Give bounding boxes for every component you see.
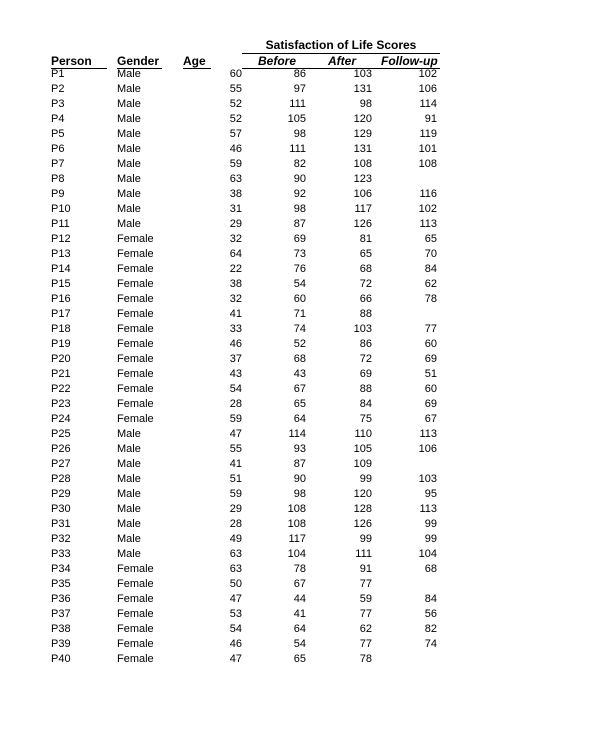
person-cell: P39 [51,638,71,650]
before-score-cell: 114 [288,428,306,440]
person-cell: P25 [51,428,71,440]
gender-cell: Male [117,458,141,470]
after-score-cell: 109 [353,458,372,470]
person-cell: P27 [51,458,71,470]
gender-cell: Male [117,68,141,80]
gender-cell: Female [117,233,154,245]
before-score-cell: 117 [288,533,306,545]
gender-cell: Male [117,533,141,545]
header-age: Age [183,54,206,68]
follow-up-score-cell: 82 [424,623,437,635]
person-cell: P30 [51,503,71,515]
follow-up-score-cell [380,457,437,472]
before-score-cell: 68 [293,353,306,365]
follow-up-score-cell: 102 [418,203,437,215]
after-score-cell: 103 [353,323,372,335]
age-cell: 38 [229,188,242,200]
after-score-cell: 117 [354,203,372,215]
before-score-cell: 74 [293,323,306,335]
age-cell: 64 [229,248,242,260]
before-score-cell: 104 [287,548,306,560]
before-score-cell: 52 [293,338,306,350]
follow-up-score-cell: 67 [424,413,437,425]
person-cell: P32 [51,533,71,545]
person-cell: P10 [51,203,71,215]
person-cell: P16 [51,293,71,305]
follow-up-score-cell: 113 [419,428,437,440]
age-cell: 51 [229,473,242,485]
before-score-cell: 93 [293,443,306,455]
age-cell: 59 [229,158,242,170]
before-score-cell: 69 [293,233,306,245]
follow-up-score-cell: 69 [424,353,437,365]
before-score-cell: 90 [293,173,306,185]
age-cell: 32 [229,233,242,245]
age-cell: 55 [229,443,242,455]
after-score-cell: 129 [353,128,372,140]
after-score-cell: 131 [353,83,372,95]
follow-up-score-cell: 78 [424,293,437,305]
person-cell: P28 [51,473,71,485]
age-cell: 33 [229,323,242,335]
after-score-cell: 68 [359,263,372,275]
age-cell: 57 [229,128,242,140]
after-score-cell: 123 [353,173,372,185]
gender-cell: Male [117,83,141,95]
before-score-cell: 111 [289,143,306,155]
after-score-cell: 62 [359,623,372,635]
before-score-cell: 60 [293,293,306,305]
after-score-cell: 75 [359,413,372,425]
before-score-cell: 41 [293,608,306,620]
before-score-cell: 98 [293,128,306,140]
follow-up-score-cell: 113 [419,503,437,515]
age-cell: 63 [229,563,242,575]
age-cell: 60 [229,68,242,80]
age-cell: 46 [229,143,242,155]
person-cell: P15 [51,278,71,290]
person-cell: P11 [51,218,70,230]
age-cell: 37 [229,353,242,365]
after-score-cell: 59 [359,593,372,605]
age-cell: 63 [229,173,242,185]
gender-cell: Male [117,188,141,200]
before-score-cell: 44 [293,593,306,605]
follow-up-score-cell: 116 [419,188,437,200]
before-score-cell: 111 [289,98,306,110]
header-before: Before [258,54,297,68]
follow-up-score-cell: 99 [424,518,437,530]
age-cell: 50 [229,578,242,590]
gender-cell: Male [117,488,141,500]
age-cell: 22 [229,263,242,275]
gender-cell: Male [117,158,141,170]
before-score-cell: 78 [293,563,306,575]
after-score-cell: 128 [353,503,372,515]
after-score-cell: 126 [353,218,372,230]
after-score-cell: 88 [359,308,372,320]
gender-cell: Male [117,203,141,215]
person-cell: P35 [51,578,71,590]
follow-up-score-cell: 60 [424,338,437,350]
after-score-cell: 106 [353,188,372,200]
person-cell: P21 [51,368,71,380]
age-cell: 38 [229,278,242,290]
header-follow-up: Follow-up [381,54,438,68]
age-cell: 29 [229,218,242,230]
person-cell: P5 [51,128,65,140]
person-cell: P33 [51,548,71,560]
after-score-cell: 69 [359,368,372,380]
age-cell: 28 [229,518,242,530]
follow-up-score-cell [380,652,437,667]
after-score-cell: 105 [353,443,372,455]
before-score-cell: 98 [293,203,306,215]
gender-cell: Male [117,428,141,440]
gender-cell: Female [117,593,154,605]
gender-cell: Male [117,218,141,230]
after-score-cell: 99 [359,533,372,545]
follow-up-score-cell [380,172,437,187]
age-cell: 47 [229,428,242,440]
follow-up-score-cell: 101 [418,143,437,155]
header-gender: Gender [117,54,160,68]
follow-up-score-cell: 74 [424,638,437,650]
before-score-cell: 92 [293,188,306,200]
follow-up-score-cell: 103 [418,473,437,485]
follow-up-score-cell: 102 [418,68,437,80]
after-score-cell: 77 [359,608,372,620]
person-cell: P17 [51,308,71,320]
before-score-cell: 108 [287,518,306,530]
follow-up-score-cell: 106 [418,443,437,455]
person-cell: P6 [51,143,65,155]
before-score-cell: 43 [293,368,306,380]
gender-cell: Female [117,413,154,425]
before-score-cell: 73 [293,248,306,260]
follow-up-score-cell: 84 [424,263,437,275]
gender-cell: Female [117,248,154,260]
follow-up-score-cell: 95 [424,488,437,500]
before-score-cell: 97 [293,83,306,95]
gender-cell: Male [117,503,141,515]
person-cell: P37 [51,608,71,620]
person-cell: P14 [51,263,71,275]
follow-up-score-cell: 70 [424,248,437,260]
gender-cell: Female [117,563,154,575]
before-score-cell: 65 [293,653,306,665]
person-cell: P34 [51,563,71,575]
gender-cell: Female [117,623,154,635]
after-score-cell: 120 [353,488,372,500]
person-cell: P22 [51,383,71,395]
age-cell: 41 [229,308,242,320]
age-cell: 49 [229,533,242,545]
follow-up-score-cell: 113 [419,218,437,230]
before-score-cell: 54 [293,278,306,290]
age-cell: 46 [229,638,242,650]
after-score-cell: 98 [359,98,372,110]
person-cell: P12 [51,233,71,245]
after-score-cell: 131 [353,143,372,155]
before-score-cell: 64 [293,413,306,425]
follow-up-score-cell: 68 [424,563,437,575]
after-score-cell: 84 [359,398,372,410]
person-cell: P18 [51,323,71,335]
gender-cell: Male [117,518,141,530]
person-cell: P36 [51,593,71,605]
age-cell: 32 [229,293,242,305]
follow-up-score-cell: 84 [424,593,437,605]
age-cell: 29 [229,503,242,515]
before-score-cell: 64 [293,623,306,635]
after-score-cell: 110 [354,428,372,440]
age-cell: 43 [229,368,242,380]
after-score-cell: 72 [359,278,372,290]
after-score-cell: 86 [359,338,372,350]
follow-up-score-cell [380,307,437,322]
age-cell: 54 [229,383,242,395]
follow-up-score-cell: 56 [424,608,437,620]
gender-cell: Female [117,638,154,650]
person-cell: P7 [51,158,65,170]
gender-cell: Female [117,278,154,290]
age-cell: 59 [229,488,242,500]
before-score-cell: 87 [293,458,306,470]
after-score-cell: 120 [353,113,372,125]
follow-up-score-cell: 51 [424,368,437,380]
gender-cell: Male [117,128,141,140]
person-cell: P29 [51,488,71,500]
person-cell: P8 [51,173,65,185]
age-cell: 31 [229,203,242,215]
follow-up-score-cell [380,577,437,592]
follow-up-score-cell: 60 [424,383,437,395]
person-cell: P1 [51,68,65,80]
age-cell: 52 [229,98,242,110]
gender-cell: Male [117,443,141,455]
follow-up-score-cell: 108 [418,158,437,170]
after-score-cell: 77 [359,578,372,590]
before-score-cell: 71 [293,308,306,320]
age-cell: 59 [229,413,242,425]
group-title: Satisfaction of Life Scores [265,38,417,52]
after-score-cell: 66 [359,293,372,305]
after-score-cell: 72 [359,353,372,365]
before-score-cell: 67 [293,383,306,395]
follow-up-score-cell: 99 [424,533,437,545]
person-cell: P31 [51,518,71,530]
person-cell: P2 [51,83,65,95]
follow-up-score-cell: 65 [424,233,437,245]
age-cell: 41 [229,458,242,470]
person-cell: P4 [51,113,65,125]
after-score-cell: 78 [359,653,372,665]
gender-cell: Female [117,368,154,380]
gender-cell: Male [117,548,141,560]
age-cell: 28 [229,398,242,410]
follow-up-score-cell: 104 [418,548,437,560]
gender-cell: Female [117,308,154,320]
after-score-cell: 99 [359,473,372,485]
gender-cell: Male [117,173,141,185]
follow-up-score-cell: 77 [424,323,437,335]
before-score-cell: 108 [287,503,306,515]
gender-cell: Male [117,473,141,485]
age-cell: 46 [229,338,242,350]
person-cell: P26 [51,443,71,455]
follow-up-score-cell: 69 [424,398,437,410]
age-cell: 63 [229,548,242,560]
after-score-cell: 81 [359,233,372,245]
after-score-cell: 103 [353,68,372,80]
person-cell: P9 [51,188,65,200]
before-score-cell: 86 [293,68,306,80]
after-score-cell: 91 [359,563,372,575]
follow-up-score-cell: 106 [418,83,437,95]
before-score-cell: 76 [293,263,306,275]
before-score-cell: 105 [287,113,306,125]
after-score-cell: 77 [359,638,372,650]
person-cell: P13 [51,248,71,260]
person-cell: P3 [51,98,65,110]
gender-cell: Female [117,353,154,365]
age-cell: 54 [229,623,242,635]
gender-cell: Female [117,293,154,305]
follow-up-score-cell: 119 [419,128,437,140]
header-after: After [328,54,357,68]
header-person: Person [51,54,92,68]
person-cell: P23 [51,398,71,410]
person-cell: P40 [51,653,71,665]
before-score-cell: 98 [293,488,306,500]
after-score-cell: 126 [353,518,372,530]
before-score-cell: 82 [293,158,306,170]
gender-cell: Female [117,263,154,275]
after-score-cell: 108 [353,158,372,170]
gender-cell: Female [117,578,154,590]
gender-cell: Male [117,98,141,110]
person-cell: P38 [51,623,71,635]
follow-up-score-cell: 62 [424,278,437,290]
gender-cell: Male [117,143,141,155]
before-score-cell: 65 [293,398,306,410]
age-cell: 52 [229,113,242,125]
person-cell: P19 [51,338,71,350]
person-cell: P24 [51,413,71,425]
after-score-cell: 65 [359,248,372,260]
gender-cell: Female [117,653,154,665]
before-score-cell: 54 [293,638,306,650]
after-score-cell: 88 [359,383,372,395]
after-score-cell: 111 [355,548,372,560]
before-score-cell: 90 [293,473,306,485]
age-cell: 47 [229,653,242,665]
gender-cell: Female [117,608,154,620]
gender-cell: Male [117,113,141,125]
person-cell: P20 [51,353,71,365]
age-cell: 47 [229,593,242,605]
gender-cell: Female [117,383,154,395]
age-cell: 53 [229,608,242,620]
gender-cell: Female [117,398,154,410]
before-score-cell: 87 [293,218,306,230]
follow-up-score-cell: 91 [424,113,437,125]
before-score-cell: 67 [293,578,306,590]
gender-cell: Female [117,323,154,335]
gender-cell: Female [117,338,154,350]
age-cell: 55 [229,83,242,95]
follow-up-score-cell: 114 [419,98,437,110]
